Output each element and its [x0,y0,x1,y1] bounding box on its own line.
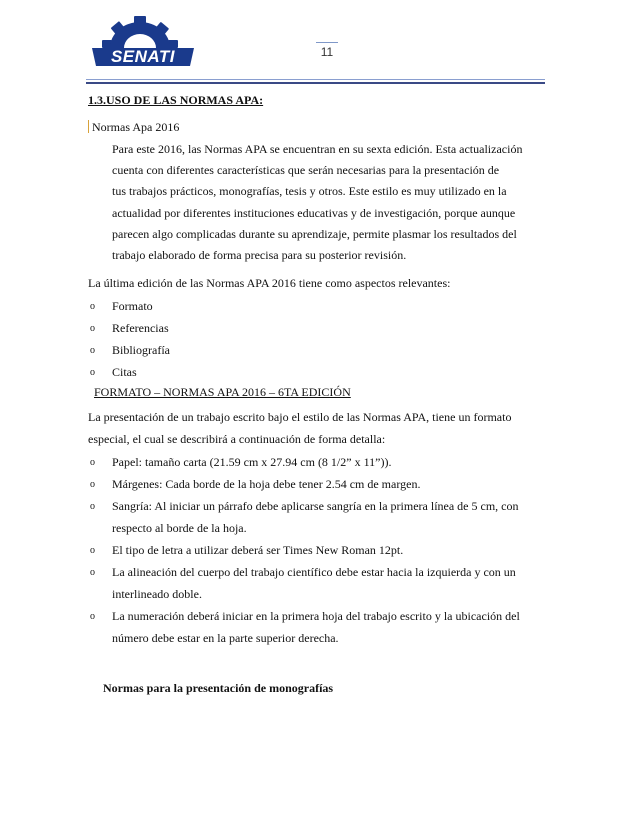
list-item-continuation: número debe estar en la parte superior derecha. [112,631,339,645]
senati-logo [90,14,196,70]
list-item: Referencias [112,321,169,335]
monografias-heading: Normas para la presentación de monografías [103,681,334,695]
list-item: Formato [112,299,153,313]
bullet-icon: o [90,501,95,512]
paragraph-line: Para este 2016, las Normas APA se encuentran en su sexta edición. Esta actualización [112,142,523,156]
list-item: Papel: tamaño carta (21.59 cm x 27.94 cm (8 1/2” x 11”)). [112,455,392,469]
list-item-continuation: interlineado doble. [112,587,202,601]
paragraph-line: tus trabajos prácticos, monografías, tesis y otros. Este estilo es muy utilizado en la [112,184,507,199]
bullet-icon: o [90,345,95,356]
intro-paragraph [112,139,522,266]
paragraph-line: trabajo elaborado de forma precisa para su posterior revisión. [112,248,407,263]
header-rule-light [86,79,545,80]
paragraph-line: La presentación de un trabajo escrito bajo el estilo de las Normas APA, tiene un formato [88,410,512,424]
list-item: Márgenes: Cada borde de la hoja debe tener 2.54 cm de margen. [112,477,421,491]
paragraph-line: actualidad por diferentes instituciones educativas y de investigación, porque aunque [112,205,516,220]
subtitle: Normas Apa 2016 [92,120,180,134]
paragraph-line: parecen algo complicadas durante su aprendizaje, permite plasmar los resultados del [112,226,517,241]
paragraph-line: cuenta con diferentes características que serán necesarias para la presentación de [112,163,500,178]
bullet-icon: o [90,457,95,468]
format-heading: FORMATO – NORMAS APA 2016 – 6TA EDICIÓN [94,385,351,399]
aspects-lead: La última edición de las Normas APA 2016 tiene como aspectos relevantes: [88,276,451,290]
list-item: La alineación del cuerpo del trabajo científico debe estar hacia la izquierda y con un [112,565,516,579]
bullet-icon: o [90,323,95,334]
bullet-icon: o [90,611,95,622]
header-rule-dark [86,82,545,84]
subtitle-marker [88,120,89,133]
list-item: La numeración deberá iniciar en la primera hoja del trabajo escrito y la ubicación del [112,609,520,623]
bullet-icon: o [90,479,95,490]
bullet-icon: o [90,367,95,378]
page-number: 11 [320,45,334,59]
logo-wordmark: SENATI [110,47,176,66]
list-item: Citas [112,365,137,379]
bullet-icon: o [90,301,95,312]
list-item: El tipo de letra a utilizar deberá ser Times New Roman 12pt. [112,543,404,557]
list-item-continuation: respecto al borde de la hoja. [112,521,247,535]
list-item: Sangría: Al iniciar un párrafo debe aplicarse sangría en la primera línea de 5 cm, con [112,499,519,513]
page-number-rule [316,42,338,43]
bullet-icon: o [90,567,95,578]
bullet-icon: o [90,545,95,556]
format-intro [88,406,511,450]
list-item: Bibliografía [112,343,170,357]
section-title: 1.3.USO DE LAS NORMAS APA: [88,93,264,107]
paragraph-line: especial, el cual se describirá a continuación de forma detalla: [88,432,386,446]
